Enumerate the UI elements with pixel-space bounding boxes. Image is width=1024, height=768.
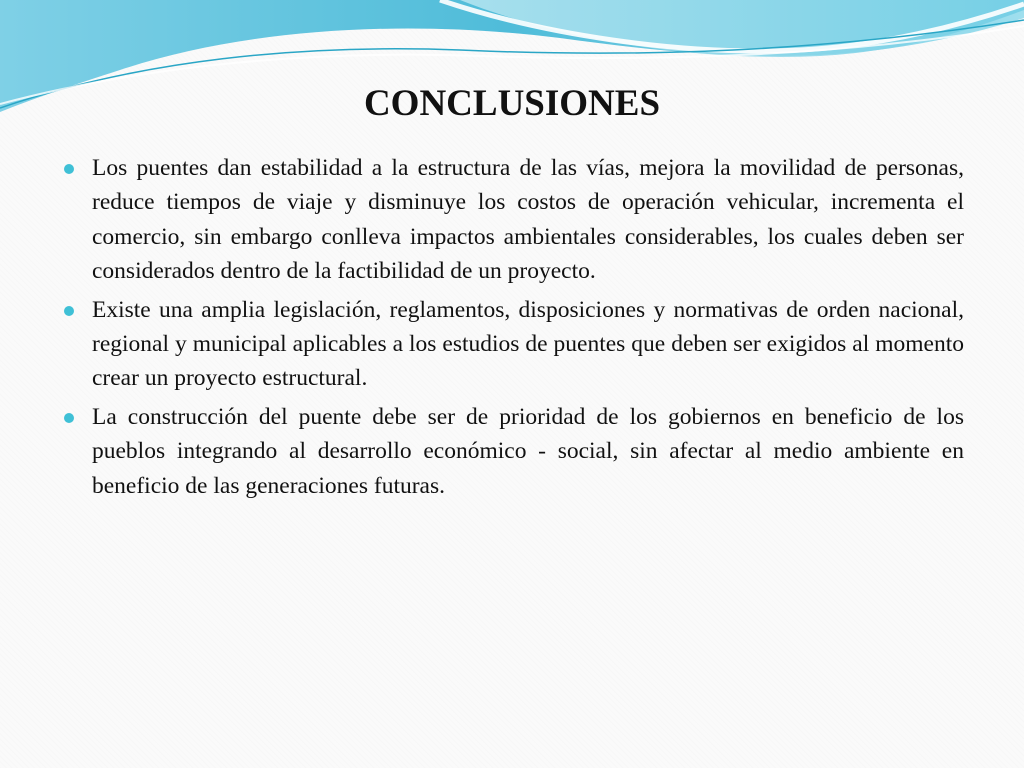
- bullet-dot-icon: [64, 413, 74, 423]
- bullet-dot-icon: [64, 164, 74, 174]
- bullet-item: [62, 400, 964, 503]
- bullet-item: [62, 293, 964, 396]
- bullet-text: Los puentes dan estabilidad a la estructura de las vías, mejora la movilidad de personas, reduce tiempos de viaje y disminuye los costos de operación vehicular, incrementa el comercio, sin embargo conlleva impactos ambientales considerables, los cuales deben ser considerados dentro de la factibilidad de un proyecto.: [92, 155, 964, 285]
- bullet-list: [62, 151, 964, 507]
- bullet-dot-icon: [64, 306, 74, 316]
- bullet-text: Existe una amplia legislación, reglamentos, disposiciones y normativas de orden nacional, regional y municipal aplicables a los estudios de puentes que deben ser exigidos al momento crear un proyecto estructural.: [92, 296, 964, 392]
- bullet-item: [62, 151, 964, 289]
- bullet-text: La construcción del puente debe ser de prioridad de los gobiernos en beneficio de los pueblos integrando al desarrollo económico - social, sin afectar al medio ambiente en beneficio de las generaciones futuras.: [92, 403, 964, 499]
- slide-title: CONCLUSIONES: [363, 83, 661, 124]
